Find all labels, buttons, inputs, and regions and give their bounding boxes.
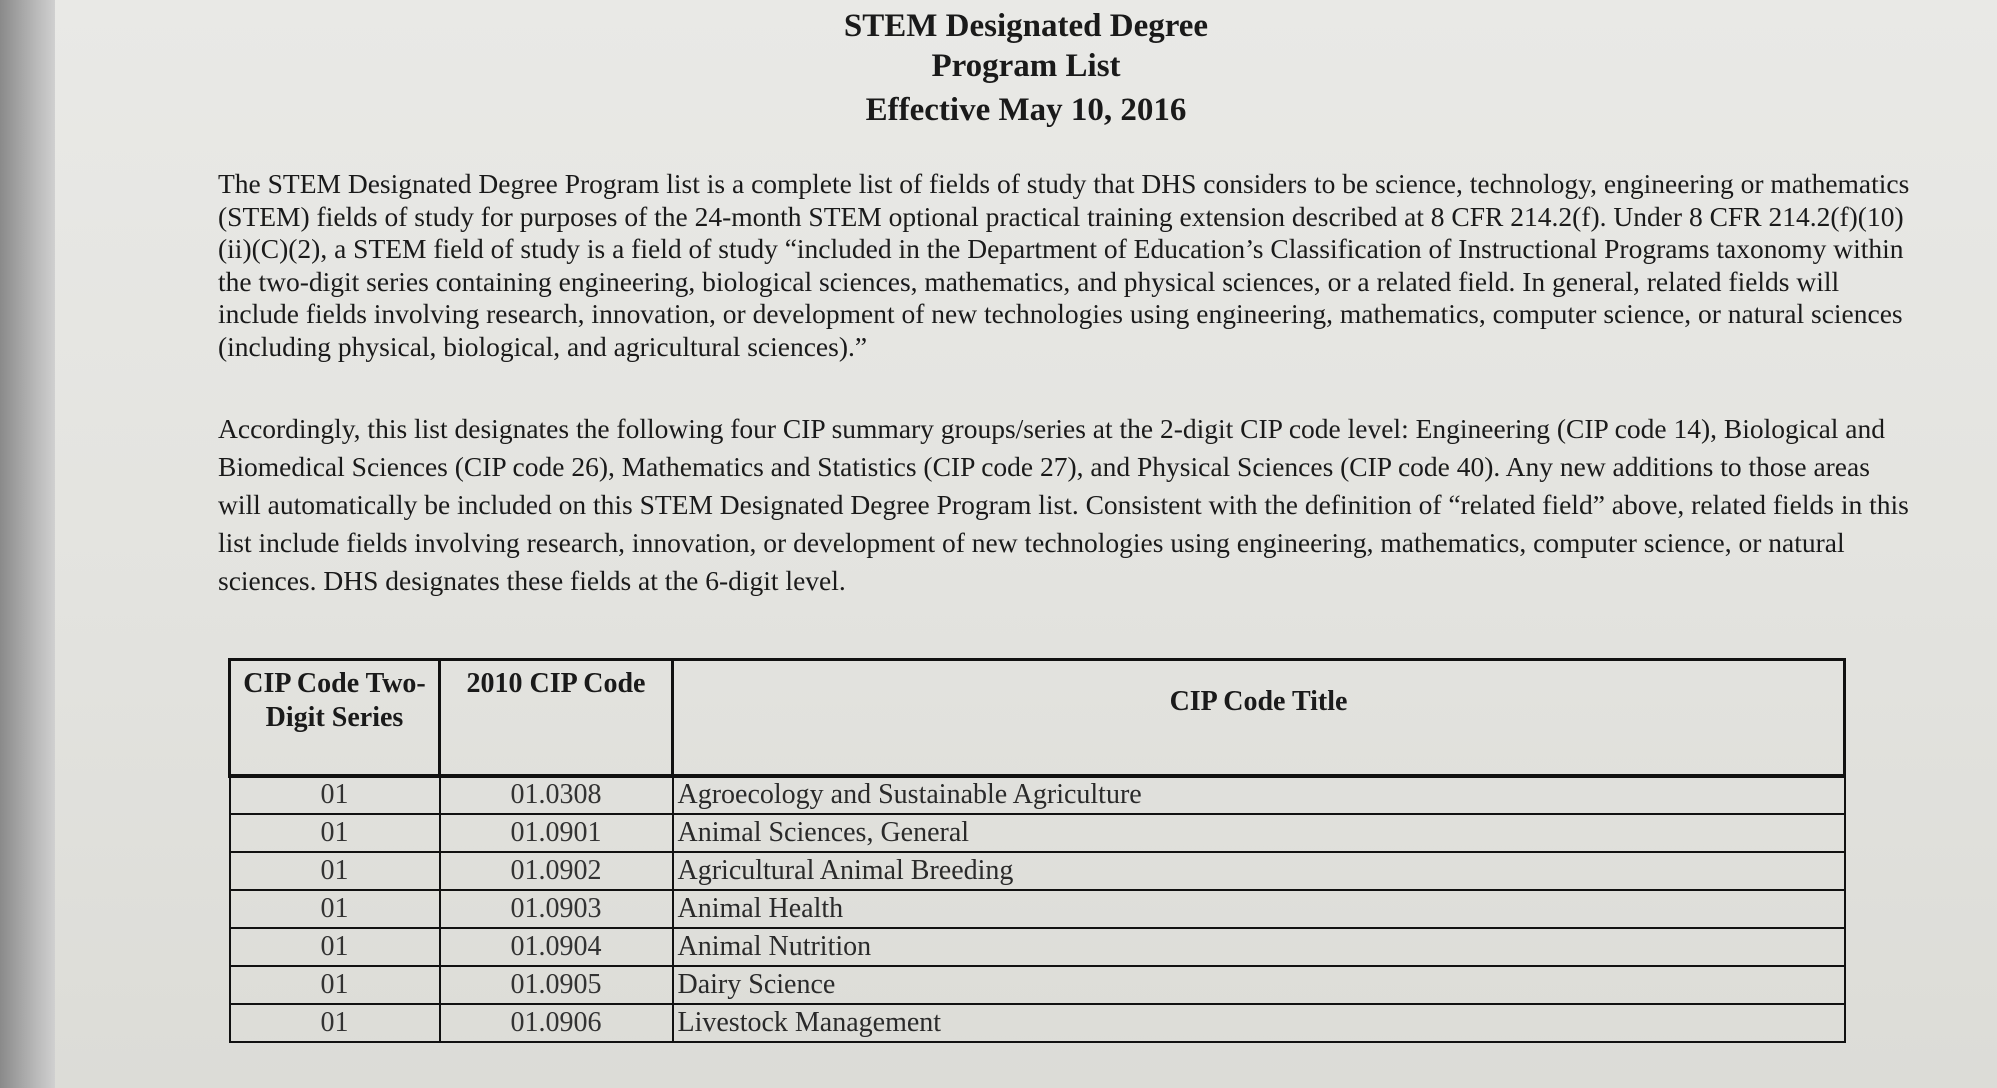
cip-table (228, 658, 1846, 1043)
table-row (230, 966, 1845, 1004)
title-line-1: STEM Designated Degree (843, 8, 1209, 44)
cell-code: 01.0906 (440, 1004, 673, 1042)
screen-bezel (0, 0, 60, 1088)
table-row (230, 852, 1845, 890)
cell-title: Dairy Science (673, 966, 1845, 1004)
cell-series: 01 (230, 928, 440, 966)
document-header (55, 6, 1997, 130)
document-page (55, 0, 1997, 1088)
cell-series: 01 (230, 890, 440, 928)
cell-code: 01.0903 (440, 890, 673, 928)
cell-code: 01.0904 (440, 928, 673, 966)
cell-code: 01.0901 (440, 814, 673, 852)
cell-code: 01.0905 (440, 966, 673, 1004)
table-header-row (230, 660, 1845, 776)
cell-series: 01 (230, 1004, 440, 1042)
cell-title: Animal Sciences, General (673, 814, 1845, 852)
table-row (230, 1004, 1845, 1042)
header-cip-title: CIP Code Title (673, 660, 1845, 776)
designation-paragraph: Accordingly, this list designates the following four CIP summary groups/series at the 2-digit CIP code level: Engineering (CIP code 14), Biological and Biomedical Sciences (CIP code 26), Mathematics and Statistics (CIP code 27), and Physical Sciences (CIP code 40). Any new additions to those areas will automatically be included on this STEM Designated Degree Program list. Consistent with the definition of “related field” above, related fields in this list include fields involving research, innovation, or development of new technologies using engineering, mathematics, computer science, or natural sciences. DHS designates these fields at the 6-digit level. (218, 413, 1909, 596)
title-line-2: Program List (931, 48, 1121, 84)
cip-table-container (228, 658, 1846, 1043)
cell-title: Animal Health (673, 890, 1845, 928)
cell-title: Agroecology and Sustainable Agriculture (673, 776, 1845, 814)
effective-date: Effective May 10, 2016 (865, 92, 1187, 128)
cell-code: 01.0902 (440, 852, 673, 890)
cell-title: Animal Nutrition (673, 928, 1845, 966)
table-row (230, 814, 1845, 852)
header-two-digit-series: CIP Code Two-Digit Series (230, 660, 440, 776)
cell-title: Agricultural Animal Breeding (673, 852, 1845, 890)
cell-series: 01 (230, 814, 440, 852)
cell-series: 01 (230, 966, 440, 1004)
cell-series: 01 (230, 776, 440, 814)
cell-code: 01.0308 (440, 776, 673, 814)
intro-paragraph: The STEM Designated Degree Program list is a complete list of fields of study that DHS considers to be science, technology, engineering or mathematics (STEM) fields of study for purposes of the 24-month STEM optional practical training extension described at 8 CFR 214.2(f). Under 8 CFR 214.2(f)(10)(ii)(C)(2), a STEM field of study is a field of study “included in the Department of Education’s Classification of Instructional Programs taxonomy within the two-digit series containing engineering, biological sciences, mathematics, and physical sciences, or a related field. In general, related fields will include fields involving research, innovation, or development of new technologies using engineering, mathematics, computer science, or natural sciences (including physical, biological, and agricultural sciences).” (218, 168, 1910, 362)
table-row (230, 890, 1845, 928)
cell-title: Livestock Management (673, 1004, 1845, 1042)
table-row (230, 928, 1845, 966)
header-cip-code: 2010 CIP Code (440, 660, 673, 776)
table-row (230, 776, 1845, 814)
cell-series: 01 (230, 852, 440, 890)
